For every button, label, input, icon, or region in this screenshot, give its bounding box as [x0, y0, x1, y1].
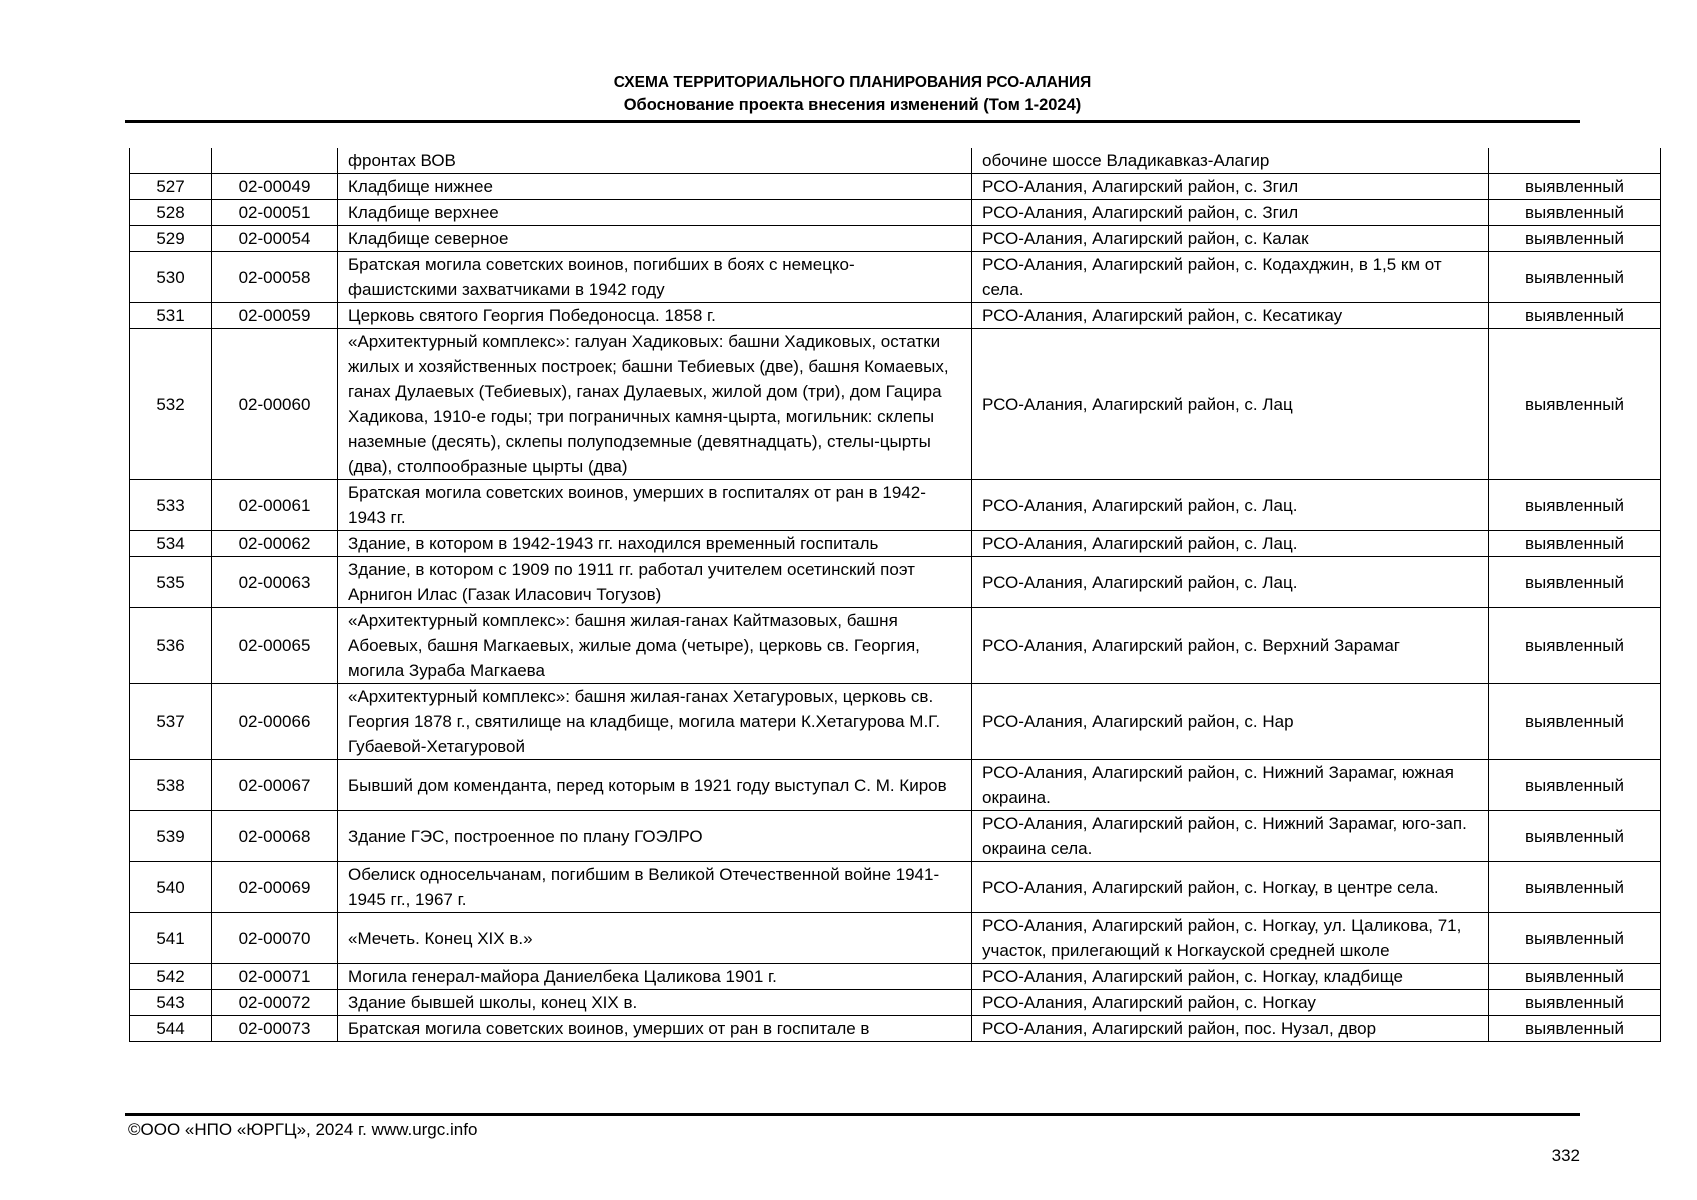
object-status: выявленный [1489, 964, 1661, 990]
object-name: Братская могила советских воинов, погибших в боях с немецко-фашистскими захватчиками в 1942 году [338, 252, 972, 303]
table-row [130, 684, 1661, 760]
object-status: выявленный [1489, 557, 1661, 608]
object-status: выявленный [1489, 480, 1661, 531]
object-code: 02-00054 [212, 226, 338, 252]
object-address: РСО-Алания, Алагирский район, с. Ногкау, кладбище [972, 964, 1489, 990]
object-address: РСО-Алания, Алагирский район, с. Нижний Зарамаг, юго-зап. окраина села. [972, 811, 1489, 862]
object-name: Бывший дом коменданта, перед которым в 1921 году выступал С. М. Киров [338, 760, 972, 811]
row-number: 531 [130, 303, 212, 329]
object-status: выявленный [1489, 862, 1661, 913]
row-number: 535 [130, 557, 212, 608]
table-row [130, 990, 1661, 1016]
object-status: выявленный [1489, 684, 1661, 760]
row-number [130, 148, 212, 174]
object-code: 02-00058 [212, 252, 338, 303]
object-code: 02-00063 [212, 557, 338, 608]
table-row [130, 174, 1661, 200]
row-number: 542 [130, 964, 212, 990]
row-number: 530 [130, 252, 212, 303]
row-number: 544 [130, 1016, 212, 1042]
table-row [130, 252, 1661, 303]
monuments-table-body [130, 148, 1661, 1042]
object-address: РСО-Алания, Алагирский район, с. Калак [972, 226, 1489, 252]
object-name: Братская могила советских воинов, умерших в госпиталях от ран в 1942-1943 гг. [338, 480, 972, 531]
object-name: Братская могила советских воинов, умерших от ран в госпитале в [338, 1016, 972, 1042]
document-header [125, 72, 1580, 116]
object-address: РСО-Алания, Алагирский район, с. Лац. [972, 531, 1489, 557]
object-name: «Архитектурный комплекс»: башня жилая-ганах Хетагуровых, церковь св. Георгия 1878 г., святилище на кладбище, могила матери К.Хетагурова М.Г. Губаевой-Хетагуровой [338, 684, 972, 760]
object-status: выявленный [1489, 252, 1661, 303]
object-address: РСО-Алания, Алагирский район, с. Кодахджин, в 1,5 км от села. [972, 252, 1489, 303]
object-name: Кладбище северное [338, 226, 972, 252]
object-code: 02-00051 [212, 200, 338, 226]
object-name: «Архитектурный комплекс»: галуан Хадиковых: башни Хадиковых, остатки жилых и хозяйственных построек; башни Тебиевых (две), башня Комаевых, ганах Дулаевых (Тебиевых), ганах Дулаевых, жилой дом (три), дом Гацира Хадикова, 1910-е годы; три пограничных камня-цырта, могильник: склепы наземные (десять), склепы полуподземные (девятнадцать), стелы-цырты (два), столпообразные цырты (два) [338, 329, 972, 480]
row-number: 538 [130, 760, 212, 811]
object-name: Здание бывшей школы, конец XIX в. [338, 990, 972, 1016]
object-code: 02-00061 [212, 480, 338, 531]
object-address: РСО-Алания, Алагирский район, с. Лац [972, 329, 1489, 480]
table-row [130, 608, 1661, 684]
object-status: выявленный [1489, 913, 1661, 964]
row-number: 539 [130, 811, 212, 862]
row-number: 541 [130, 913, 212, 964]
object-code: 02-00068 [212, 811, 338, 862]
row-number: 527 [130, 174, 212, 200]
table-row [130, 862, 1661, 913]
object-code: 02-00049 [212, 174, 338, 200]
table-row [130, 760, 1661, 811]
table-row [130, 200, 1661, 226]
object-status [1489, 148, 1661, 174]
table-row [130, 226, 1661, 252]
object-address: РСО-Алания, Алагирский район, с. Нар [972, 684, 1489, 760]
object-code: 02-00072 [212, 990, 338, 1016]
object-code: 02-00060 [212, 329, 338, 480]
object-code: 02-00071 [212, 964, 338, 990]
object-status: выявленный [1489, 329, 1661, 480]
table-row [130, 303, 1661, 329]
table-row [130, 557, 1661, 608]
row-number: 533 [130, 480, 212, 531]
object-status: выявленный [1489, 226, 1661, 252]
object-code: 02-00073 [212, 1016, 338, 1042]
table-row [130, 1016, 1661, 1042]
table-row [130, 480, 1661, 531]
row-number: 532 [130, 329, 212, 480]
object-status: выявленный [1489, 990, 1661, 1016]
object-name: Кладбище нижнее [338, 174, 972, 200]
object-address: РСО-Алания, Алагирский район, с. Ногкау [972, 990, 1489, 1016]
page-number: 332 [1551, 1146, 1580, 1165]
monuments-table [129, 148, 1661, 1042]
object-status: выявленный [1489, 200, 1661, 226]
object-address: РСО-Алания, Алагирский район, с. Ногкау, ул. Цаликова, 71, участок, прилегающий к Ногкауской средней школе [972, 913, 1489, 964]
object-address: РСО-Алания, Алагирский район, с. Верхний Зарамаг [972, 608, 1489, 684]
table-row [130, 329, 1661, 480]
object-name: Кладбище верхнее [338, 200, 972, 226]
object-name: Здание, в котором с 1909 по 1911 гг. работал учителем осетинский поэт Арнигон Илас (Газак Иласович Тогузов) [338, 557, 972, 608]
row-number: 537 [130, 684, 212, 760]
object-address: РСО-Алания, Алагирский район, пос. Нузал, двор [972, 1016, 1489, 1042]
row-number: 543 [130, 990, 212, 1016]
object-address: РСО-Алания, Алагирский район, с. Ногкау, в центре села. [972, 862, 1489, 913]
object-code: 02-00067 [212, 760, 338, 811]
row-number: 528 [130, 200, 212, 226]
object-name: «Мечеть. Конец XIX в.» [338, 913, 972, 964]
object-code: 02-00069 [212, 862, 338, 913]
object-status: выявленный [1489, 1016, 1661, 1042]
object-address: РСО-Алания, Алагирский район, с. Кесатикау [972, 303, 1489, 329]
object-name: Могила генерал-майора Даниелбека Цаликова 1901 г. [338, 964, 972, 990]
object-code: 02-00059 [212, 303, 338, 329]
object-name: «Архитектурный комплекс»: башня жилая-ганах Кайтмазовых, башня Абоевых, башня Магкаевых, жилые дома (четыре), церковь св. Георгия, могила Зураба Магкаева [338, 608, 972, 684]
table-row [130, 964, 1661, 990]
object-name: фронтах ВОВ [338, 148, 972, 174]
table-row [130, 531, 1661, 557]
object-code: 02-00062 [212, 531, 338, 557]
object-address: РСО-Алания, Алагирский район, с. Згил [972, 200, 1489, 226]
object-status: выявленный [1489, 811, 1661, 862]
table-row [130, 148, 1661, 174]
object-code: 02-00070 [212, 913, 338, 964]
footer-divider [125, 1113, 1580, 1116]
row-number: 529 [130, 226, 212, 252]
table-row [130, 811, 1661, 862]
object-status: выявленный [1489, 303, 1661, 329]
object-address: обочине шоссе Владикавказ-Алагир [972, 148, 1489, 174]
object-name: Церковь святого Георгия Победоносца. 1858 г. [338, 303, 972, 329]
object-code: 02-00065 [212, 608, 338, 684]
row-number: 540 [130, 862, 212, 913]
document-subtitle: Обоснование проекта внесения изменений (Том 1-2024) [623, 96, 1082, 114]
header-divider [125, 120, 1580, 123]
footer-copyright: ©ООО «НПО «ЮРГЦ», 2024 г. www.urgc.info [128, 1120, 478, 1139]
table-row [130, 913, 1661, 964]
object-status: выявленный [1489, 760, 1661, 811]
object-address: РСО-Алания, Алагирский район, с. Лац. [972, 557, 1489, 608]
object-status: выявленный [1489, 531, 1661, 557]
row-number: 534 [130, 531, 212, 557]
object-name: Здание ГЭС, построенное по плану ГОЭЛРО [338, 811, 972, 862]
object-code: 02-00066 [212, 684, 338, 760]
object-address: РСО-Алания, Алагирский район, с. Нижний Зарамаг, южная окраина. [972, 760, 1489, 811]
object-address: РСО-Алания, Алагирский район, с. Згил [972, 174, 1489, 200]
object-status: выявленный [1489, 608, 1661, 684]
document-title: СХЕМА ТЕРРИТОРИАЛЬНОГО ПЛАНИРОВАНИЯ РСО-АЛАНИЯ [613, 74, 1092, 91]
object-status: выявленный [1489, 174, 1661, 200]
object-name: Обелиск односельчанам, погибшим в Великой Отечественной войне 1941-1945 гг., 1967 г. [338, 862, 972, 913]
row-number: 536 [130, 608, 212, 684]
object-name: Здание, в котором в 1942-1943 гг. находился временный госпиталь [338, 531, 972, 557]
object-code [212, 148, 338, 174]
object-address: РСО-Алания, Алагирский район, с. Лац. [972, 480, 1489, 531]
